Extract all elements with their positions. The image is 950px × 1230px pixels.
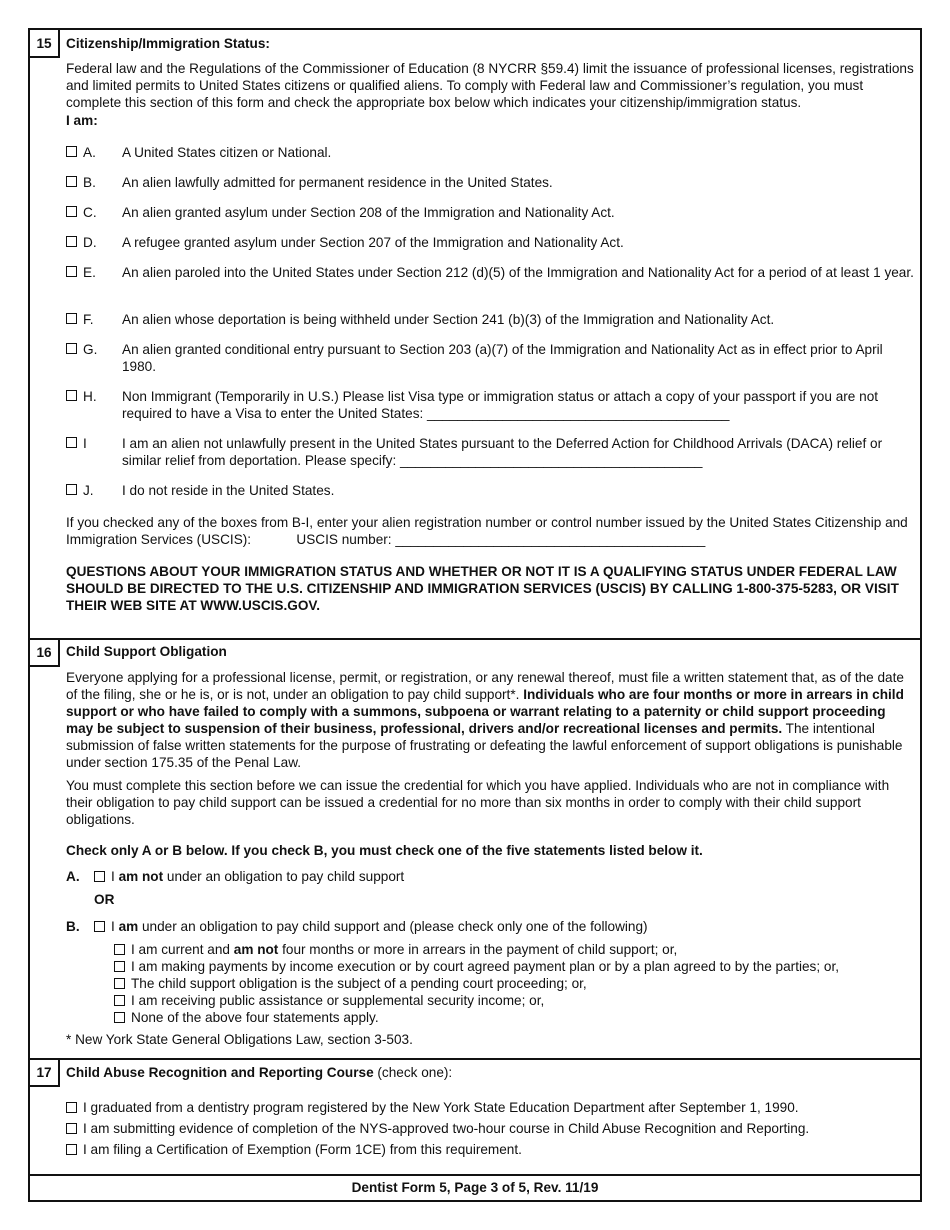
option-text: A refugee granted asylum under Section 207 of the Immigration and Nationality Act. bbox=[122, 235, 624, 250]
section-17-title bbox=[66, 1065, 452, 1080]
text: I graduated from a dentistry program registered by the New York State Education Department after September 1, 1990. bbox=[83, 1100, 799, 1115]
text: I am submitting evidence of completion of the NYS-approved two-hour course in Child Abuse Recognition and Reporting. bbox=[83, 1121, 810, 1136]
page-footer: Dentist Form 5, Page 3 of 5, Rev. 11/19 bbox=[351, 1180, 599, 1195]
uscis-notice: QUESTIONS ABOUT YOUR IMMIGRATION STATUS AND WHETHER OR NOT IT IS A QUALIFYING STATUS UNDER FEDERAL LAW SHOULD BE DIRECTED TO THE U.S. CITIZENSHIP AND IMMIGRATION SERVICES (USCIS) BY CALLING 1-800-375-5283, OR VISIT THEIR WEB SITE AT WWW.USCIS.GOV. bbox=[66, 564, 899, 613]
option-text: I am an alien not unlawfully present in the United States pursuant to the Deferred Action for Childhood Arrivals (DACA) relief or similar relief from deportation. Please specify: ________________________________________ bbox=[122, 436, 883, 468]
checkbox[interactable] bbox=[66, 176, 77, 187]
warning-text: Individuals who are four months or more in arrears in child support or who have failed to comply with a summons, subpoena or warrant relating to a paternity or child support proceeding may be subject to suspension of their business, professional, drivers and/or recreational licenses and permits. bbox=[66, 687, 904, 736]
text-bold: am bbox=[118, 919, 139, 934]
checkbox[interactable] bbox=[114, 1012, 125, 1023]
text: None of the above four statements apply. bbox=[131, 1010, 379, 1025]
option-letter: J. bbox=[83, 483, 94, 498]
sub-option-1[interactable] bbox=[114, 941, 677, 958]
uscis-number-field[interactable]: _________________________________________ bbox=[395, 532, 706, 547]
sub-option-4[interactable] bbox=[114, 992, 544, 1009]
text: under an obligation to pay child support and (please check only one of the following) bbox=[138, 919, 648, 934]
section-16-number: 16 bbox=[30, 639, 60, 667]
citizenship-intro: Federal law and the Regulations of the Commissioner of Education (8 NYCRR §59.4) limit the issuance of professional licenses, registrations and limited permits to United States citizens or qualified aliens. To comply with Federal law and Commissioner’s regulation, you must complete this section of this form and check the appropriate box below which indicates your citizenship/immigration status. bbox=[66, 61, 914, 110]
or-label: OR bbox=[94, 892, 115, 907]
child-support-option-a[interactable] bbox=[66, 868, 404, 885]
uscis-text: If you checked any of the boxes from B-I, enter your alien registration number or control number issued by the United States Citizenship and Immigration Services (USCIS): bbox=[66, 515, 908, 547]
checkbox[interactable] bbox=[66, 206, 77, 217]
course-option-1[interactable] bbox=[66, 1099, 799, 1116]
checkbox[interactable] bbox=[66, 484, 77, 495]
option-text: An alien paroled into the United States under Section 212 (d)(5) of the Immigration and Nationality Act for a period of at least 1 year. bbox=[122, 265, 914, 280]
uscis-instructions bbox=[66, 514, 916, 548]
option-letter: B. bbox=[83, 175, 96, 190]
sub-option-5[interactable] bbox=[114, 1009, 379, 1026]
checkbox[interactable] bbox=[66, 1102, 77, 1113]
checkbox[interactable] bbox=[94, 871, 105, 882]
text-bold: am not bbox=[233, 942, 279, 957]
option-letter: F. bbox=[83, 312, 94, 327]
course-option-3[interactable] bbox=[66, 1141, 522, 1158]
text: four months or more in arrears in the payment of child support; or, bbox=[278, 942, 678, 957]
checkbox[interactable] bbox=[114, 995, 125, 1006]
section-17-number: 17 bbox=[30, 1059, 60, 1087]
text: I am current and bbox=[131, 942, 234, 957]
option-text: Non Immigrant (Temporarily in U.S.) Please list Visa type or immigration status or attach a copy of your passport if you are not required to have a Visa to enter the United States: ________________________________________ bbox=[122, 389, 879, 421]
option-letter: A. bbox=[66, 869, 80, 884]
text: under an obligation to pay child support bbox=[163, 869, 405, 884]
section-15-number: 15 bbox=[30, 30, 60, 58]
checkbox[interactable] bbox=[114, 944, 125, 955]
title-text: Child Abuse Recognition and Reporting Course bbox=[66, 1065, 374, 1080]
checkbox[interactable] bbox=[114, 961, 125, 972]
footnote: * New York State General Obligations Law, section 3-503. bbox=[66, 1032, 413, 1047]
text: The child support obligation is the subject of a pending court proceeding; or, bbox=[131, 976, 587, 991]
title-suffix: (check one): bbox=[373, 1065, 453, 1080]
checkbox[interactable] bbox=[66, 1144, 77, 1155]
divider bbox=[30, 1174, 920, 1176]
text: I am making payments by income execution or by court agreed payment plan or by a plan agreed to by the parties; or, bbox=[131, 959, 840, 974]
checkbox[interactable] bbox=[66, 236, 77, 247]
option-text: An alien granted asylum under Section 208 of the Immigration and Nationality Act. bbox=[122, 205, 615, 220]
option-letter: A. bbox=[83, 145, 96, 160]
option-text: An alien whose deportation is being withheld under Section 241 (b)(3) of the Immigration and Nationality Act. bbox=[122, 312, 775, 327]
option-text: An alien lawfully admitted for permanent residence in the United States. bbox=[122, 175, 553, 190]
form-page bbox=[28, 28, 922, 1202]
child-support-paragraph-1 bbox=[66, 669, 916, 771]
child-support-option-b[interactable] bbox=[66, 918, 648, 935]
text: I am filing a Certification of Exemption (Form 1CE) from this requirement. bbox=[83, 1142, 522, 1157]
option-letter: C. bbox=[83, 205, 97, 220]
section-15-title: Citizenship/Immigration Status: bbox=[66, 36, 270, 51]
checkbox[interactable] bbox=[66, 1123, 77, 1134]
option-text: An alien granted conditional entry pursuant to Section 203 (a)(7) of the Immigration and Nationality Act as in effect prior to April 1980. bbox=[122, 342, 883, 374]
text: I bbox=[111, 869, 119, 884]
option-text: I do not reside in the United States. bbox=[122, 483, 335, 498]
option-letter: E. bbox=[83, 265, 96, 280]
checkbox[interactable] bbox=[66, 343, 77, 354]
i-am-label: I am: bbox=[66, 113, 98, 128]
section-16-title: Child Support Obligation bbox=[66, 644, 227, 659]
checkbox[interactable] bbox=[94, 921, 105, 932]
text: Everyone applying for a professional license, permit, or registration, or any renewal thereof, must file a written statement that, as of the date of the filing, she or he is, or is not, under an obligation to pay child support*. bbox=[66, 670, 904, 702]
text: The intentional submission of false written statements for the purpose of frustrating or defeating the lawful enforcement of support obligations is punishable under section 175.35 of the Penal Law. bbox=[66, 721, 903, 770]
checkbox[interactable] bbox=[114, 978, 125, 989]
option-text: A United States citizen or National. bbox=[122, 145, 332, 160]
checkbox[interactable] bbox=[66, 390, 77, 401]
option-letter: G. bbox=[83, 342, 98, 357]
checkbox[interactable] bbox=[66, 313, 77, 324]
checkbox[interactable] bbox=[66, 437, 77, 448]
text: I am receiving public assistance or supplemental security income; or, bbox=[131, 993, 545, 1008]
sub-option-3[interactable] bbox=[114, 975, 587, 992]
uscis-number-label: USCIS number: bbox=[296, 532, 392, 547]
option-letter: B. bbox=[66, 919, 80, 934]
sub-option-2[interactable] bbox=[114, 958, 839, 975]
option-letter: D. bbox=[83, 235, 97, 250]
divider bbox=[30, 1058, 920, 1060]
child-support-paragraph-2: You must complete this section before we can issue the credential for which you have applied. Individuals who are not in compliance with their obligation to pay child support can be issued a credential for no more than six months in order to comply with their child support obligations. bbox=[66, 778, 890, 827]
check-instruction: Check only A or B below. If you check B, you must check one of the five statements listed below it. bbox=[66, 843, 703, 858]
text-bold: am not bbox=[118, 869, 164, 884]
checkbox[interactable] bbox=[66, 266, 77, 277]
divider bbox=[30, 638, 920, 640]
option-letter: I bbox=[83, 436, 87, 451]
text: I bbox=[111, 919, 119, 934]
option-letter: H. bbox=[83, 389, 97, 404]
course-option-2[interactable] bbox=[66, 1120, 809, 1137]
checkbox[interactable] bbox=[66, 146, 77, 157]
